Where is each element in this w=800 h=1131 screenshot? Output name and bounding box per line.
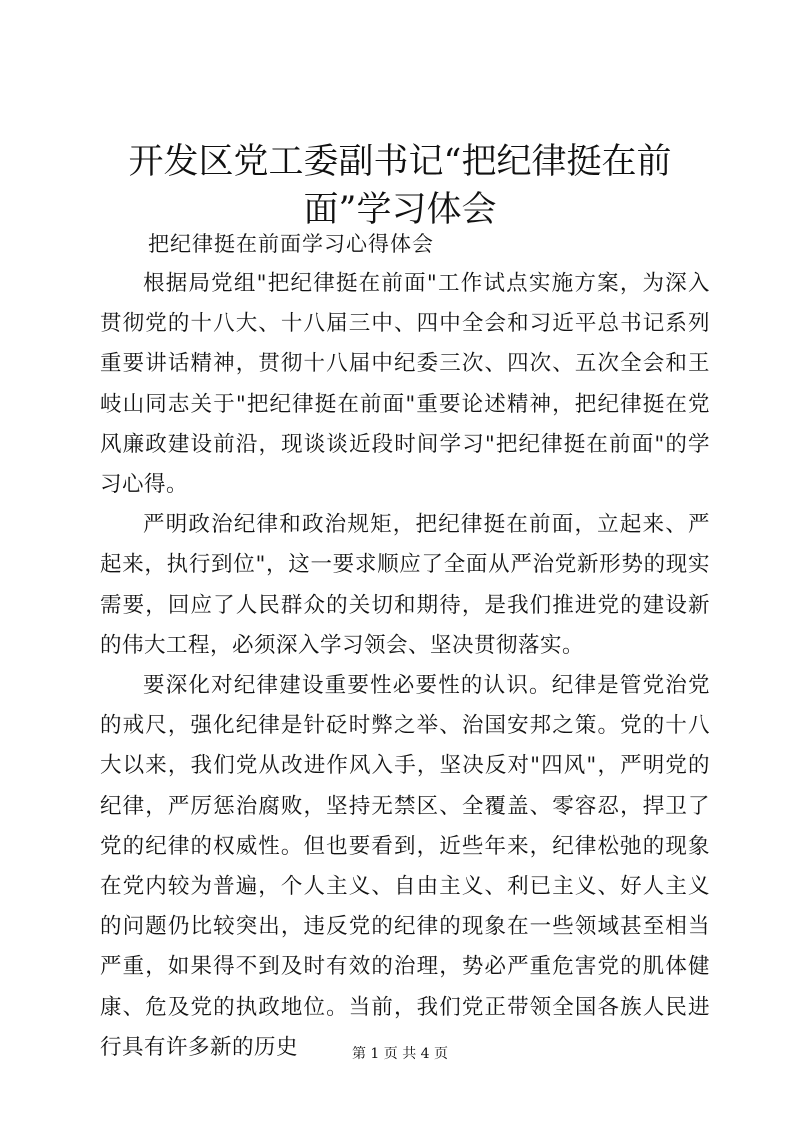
paragraph: 根据局党组"把纪律挺在前面"工作试点实施方案，为深入贯彻党的十八大、十八届三中、四中全会和习近平总书记系列重要讲话精神，贯彻十八届中纪委三次、四次、五次全会和王岐山同志关于"把纪律挺在前面"重要论述精神，把纪律挺在党风廉政建设前沿，现谈谈近段时间学习"把纪律挺在前面"的学习心得。	[100, 271, 710, 498]
document-title: 开发区党工委副书记“把纪律挺在前面”学习体会	[128, 142, 672, 230]
document-body	[100, 264, 710, 1068]
document-subtitle: 把纪律挺在前面学习心得体会	[148, 232, 434, 256]
paragraph: 要深化对纪律建设重要性必要性的认识。纪律是管党治党的戒尺，强化纪律是针砭时弊之举、治国安邦之策。党的十八大以来，我们党从改进作风入手，坚决反对"四风"，严明党的纪律，严厉惩治腐败，坚持无禁区、全覆盖、零容忍，捍卫了党的纪律的权威性。但也要看到，近些年来，纪律松弛的现象在党内较为普遍，个人主义、自由主义、利已主义、好人主义的问题仍比较突出，违反党的纪律的现象在一些领域甚至相当严重，如果得不到及时有效的治理，势必严重危害党的肌体健康、危及党的执政地位。当前，我们党正带领全国各族人民进行具有许多新的历史	[100, 673, 710, 1060]
page-footer: 第 1 页 共 4 页	[351, 1046, 449, 1062]
paragraph: 严明政治纪律和政治规矩，把纪律挺在前面，立起来、严起来，执行到位"，这一要求顺应了全面从严治党新形势的现实需要，回应了人民群众的关切和期待，是我们推进党的建设新的伟大工程，必须深入学习领会、坚决贯彻落实。	[100, 512, 710, 658]
